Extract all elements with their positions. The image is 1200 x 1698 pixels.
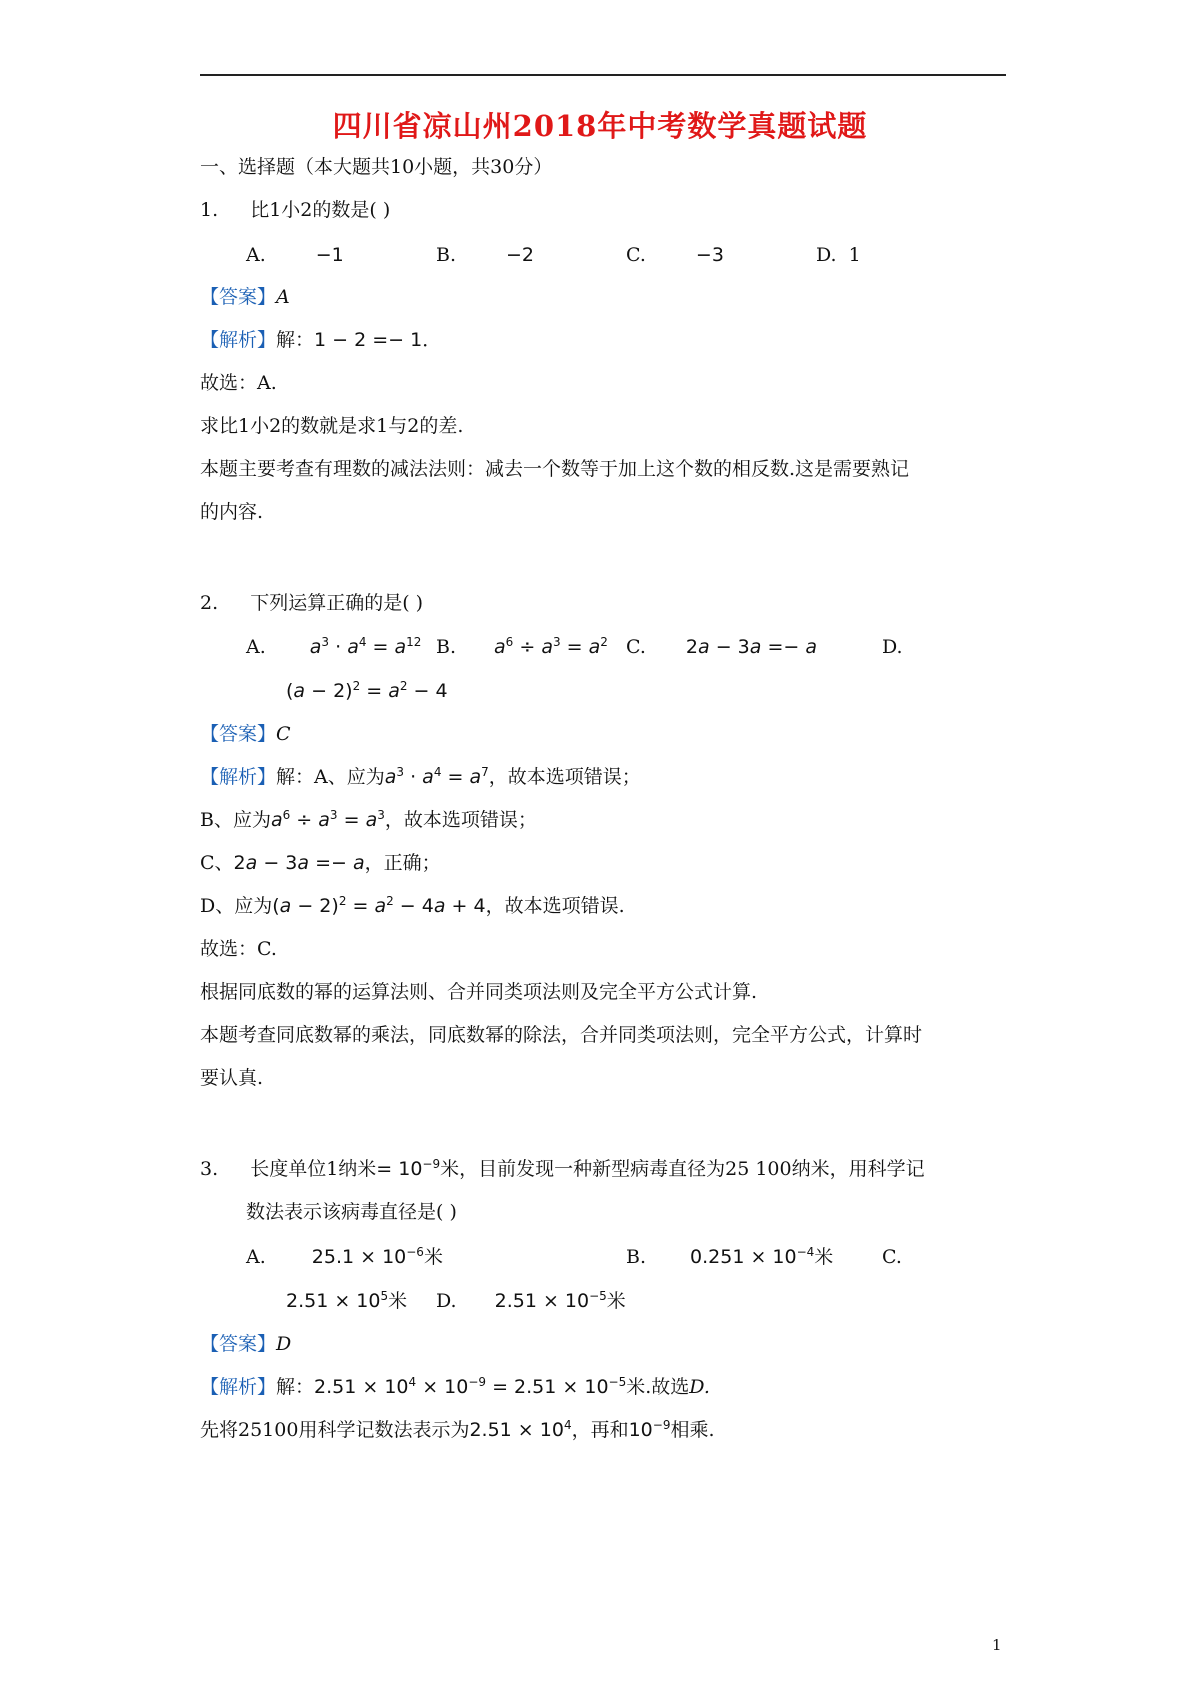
q2-option-d-letter: D. bbox=[882, 636, 903, 658]
question-text: 下列运算正确的是( ) bbox=[250, 592, 424, 614]
q1-answer: 【答案】A bbox=[200, 286, 290, 308]
q1-analysis: 【解析】解：1 − 2 =− 1． bbox=[200, 329, 442, 351]
section-heading: 一、选择题（本大题共10小题，共30分） bbox=[200, 156, 553, 178]
q2-option-a: A. $a^3 \cdot a^4 = a^{12}$ bbox=[246, 635, 422, 658]
question-number: 1. bbox=[200, 199, 219, 221]
q2-choose: 故选：C. bbox=[200, 938, 277, 960]
question-number: 2. bbox=[200, 592, 219, 614]
q3-option-c: $2.51 \times 10^5$米 bbox=[286, 1289, 408, 1312]
q2-analysis: 【解析】解：A、应为$a^3 \cdot a^4 = a^7$，故本选项错误； bbox=[200, 765, 641, 788]
q3-answer: 【答案】D bbox=[200, 1333, 292, 1355]
q2-note-2: 本题考查同底数幂的乘法，同底数幂的除法，合并同类项法则，完全平方公式，计算时 bbox=[200, 1024, 923, 1046]
q2-answer: 【答案】C bbox=[200, 723, 291, 745]
q2-note-2-cont: 要认真. bbox=[200, 1067, 264, 1089]
q2-analysis-d: D、应为$(a - 2)^2 = a^2 - 4a + 4$，故本选项错误. bbox=[200, 894, 625, 917]
question-text: 比1小2的数是( ) bbox=[250, 199, 391, 221]
q2-analysis-c: C、2a − 3a =− a，正确； bbox=[200, 852, 441, 874]
q1-option-c: C. −3 bbox=[626, 244, 724, 266]
q3-option-b: B. $0.251 \times 10^{-4}$米 bbox=[626, 1245, 834, 1268]
q1-note-1: 求比1小2的数就是求1与2的差. bbox=[200, 415, 464, 437]
q1-option-d: D. 1 bbox=[816, 244, 861, 266]
q1-choose: 故选：A. bbox=[200, 372, 277, 394]
q2-option-b: B. $a^6 \div a^3 = a^2$ bbox=[436, 635, 608, 658]
q3-note: 先将25100用科学记数法表示为$2.51 \times 10^4$，再和$10^{-9}$相乘. bbox=[200, 1418, 715, 1441]
q1-note-2-cont: 的内容. bbox=[200, 501, 264, 523]
question-3: 3. 长度单位1纳米= $10^{-9}$米，目前发现一种新型病毒直径为25 100纳米，用科学记 bbox=[200, 1157, 925, 1180]
q2-note-1: 根据同底数的幂的运算法则、合并同类项法则及完全平方公式计算. bbox=[200, 981, 758, 1003]
page-title: 四川省凉山州2018年中考数学真题试题 bbox=[332, 109, 868, 143]
q2-option-d: $(a - 2)^2 = a^2 - 4$ bbox=[286, 679, 448, 702]
q3-option-a: A. $25.1 \times 10^{-6}$米 bbox=[246, 1245, 443, 1268]
question-1 bbox=[200, 195, 390, 225]
page-number: 1 bbox=[992, 1636, 1002, 1654]
q1-note-2: 本题主要考查有理数的减法法则：减去一个数等于加上这个数的相反数.这是需要熟记 bbox=[200, 458, 910, 480]
question-3-cont: 数法表示该病毒直径是( ) bbox=[246, 1201, 457, 1223]
question-2 bbox=[200, 588, 423, 618]
header-rule bbox=[200, 74, 1006, 76]
q2-analysis-b: B、应为$a^6 \div a^3 = a^3$，故本选项错误； bbox=[200, 808, 537, 831]
question-number: 3. bbox=[200, 1158, 219, 1180]
q3-option-c-letter: C. bbox=[882, 1246, 902, 1268]
q3-analysis: 【解析】解：$2.51 \times 10^4 \times 10^{-9} = 2.51 \times 10^{-5}$米.故选D. bbox=[200, 1375, 710, 1398]
q1-option-b: B. −2 bbox=[436, 244, 535, 266]
q2-option-c: C. 2a − 3a =− a bbox=[626, 636, 817, 658]
q1-option-a: A. −1 bbox=[246, 244, 344, 266]
q3-option-d: D. $2.51 \times 10^{-5}$米 bbox=[436, 1289, 626, 1312]
